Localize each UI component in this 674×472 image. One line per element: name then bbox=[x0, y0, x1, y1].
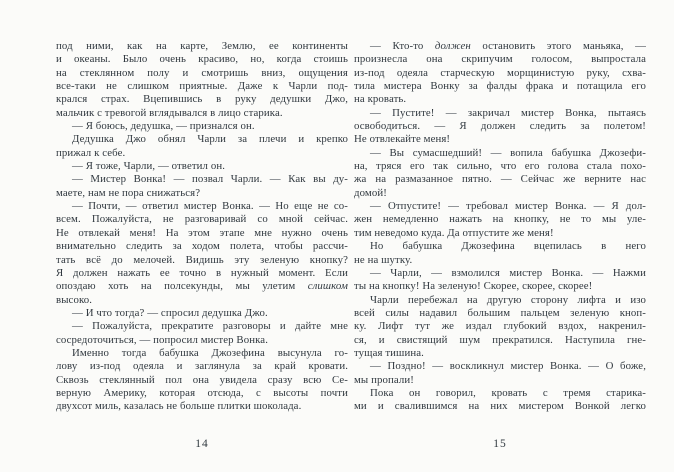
text-line: Но бабушка Джозефина вцепилась в него bbox=[370, 240, 646, 253]
text-line: тать всё до мелочей. Видишь эту зеленую кнопку? bbox=[56, 253, 348, 266]
text-line: — Кто-то должен остановить этого маньяка, — bbox=[370, 40, 646, 52]
text-line: Не отвлекайте меня! bbox=[354, 133, 451, 146]
text-line: Пока он говорил, кровать с тремя старика- bbox=[370, 386, 646, 399]
text-line: — Пожалуйста, прекратите разговоры и дайте мне bbox=[72, 320, 348, 333]
text-line: Именно тогда бабушка Джозефина высунула го- bbox=[72, 346, 348, 359]
text-line: под ними, как на карте, Землю, ее континенты bbox=[56, 40, 348, 52]
text-line: тим неведомо куда. Да отпустите же меня! bbox=[354, 226, 554, 239]
text-line: ся, и свистящий шум прекратился. Наступила гне- bbox=[354, 333, 646, 346]
text-line: двухсот миль, казалась не больше плитки шоколада. bbox=[56, 400, 302, 413]
text-line: жен немедленно нажать на кнопку, не то мы уле- bbox=[354, 213, 646, 226]
text-line: всем. Пожалуйста, не разговаривай со мной сейчас. bbox=[56, 213, 348, 226]
text-line: — Я тоже, Чарли, — ответил он. bbox=[72, 160, 225, 173]
text-line: ты на кнопку! На зеленую! Скорее, скорее, скорее! bbox=[354, 280, 593, 293]
text-line: лову из-под одеяла и заглянула за край кровати. bbox=[56, 360, 348, 373]
text-line: — Почти, — ответил мистер Вонка. — Но еще не со- bbox=[72, 200, 348, 213]
text-line: Не отвлекай меня! На этом этапе мне нужно очень bbox=[56, 226, 348, 239]
text-line: — Пустите! — закричал мистер Вонка, пытаясь bbox=[370, 106, 646, 119]
text-line: крался страх. Вцепившись в руку дедушки Джо, bbox=[56, 93, 348, 106]
text-line: всей силы надавил большим пальцем зеленую кноп- bbox=[354, 306, 646, 319]
text-line: освободиться. — Я должен следить за полетом! bbox=[354, 120, 646, 133]
text-line: мальчик с тревогой вглядывался в лицо старика. bbox=[56, 106, 283, 119]
text-line: Чарли перебежал на другую сторону лифта и изо bbox=[370, 293, 646, 306]
text-line: тущая тишина. bbox=[354, 346, 424, 359]
text-line: внимательно следить за ходом полета, чтобы рассчи- bbox=[56, 240, 348, 253]
text-line: не на шутку. bbox=[354, 253, 413, 266]
text-line: на, тряся его так сильно, что его голова стала похо- bbox=[354, 160, 646, 173]
text-line: — Я боюсь, дедушка, — признался он. bbox=[72, 120, 255, 133]
text-line: ку. Лифт тут же издал глубокий вздох, накренил- bbox=[354, 320, 646, 333]
text-line: жа на размазанное пятно. — Сейчас же верните нас bbox=[354, 173, 646, 186]
text-line: прижал к себе. bbox=[56, 146, 126, 159]
text-line: и океаны. Было очень красиво, но, когда стоишь bbox=[56, 53, 348, 66]
page-left bbox=[56, 40, 348, 450]
text-line: все-таки не слишком приятные. Даже к Чарли под- bbox=[56, 80, 348, 93]
text-line: домой! bbox=[354, 186, 387, 199]
text-line: — Мистер Вонка! — позвал Чарли. — Как вы ду- bbox=[72, 173, 348, 186]
text-line: — Отпустите! — требовал мистер Вонка. — Я дол- bbox=[370, 200, 646, 213]
text-line: опоздаю хоть на полсекунды, мы улетим слишком bbox=[56, 280, 348, 293]
text-line: — Поздно! — воскликнул мистер Вонка. — О боже, bbox=[370, 360, 646, 373]
text-line: маете, нам не пора снижаться? bbox=[56, 186, 201, 199]
text-line: — Чарли, — взмолился мистер Вонка. — Нажми bbox=[370, 266, 646, 279]
text-line: Сквозь стеклянный пол она увидела сразу всю Се- bbox=[56, 373, 348, 386]
text-line: Я должен нажать ее точно в нужный момент. Если bbox=[56, 266, 348, 279]
page-number-left: 14 bbox=[195, 437, 209, 450]
text-line: на стеклянном полу и смотришь вниз, ощущения bbox=[56, 66, 348, 79]
page-number-right: 15 bbox=[493, 437, 507, 450]
page-right bbox=[354, 40, 646, 450]
text-line: мы пропали! bbox=[354, 373, 414, 386]
text-line: верную Америку, которая отсюда, с высоты почти bbox=[56, 386, 348, 399]
text-line: — Вы сумасшедший! — вопила бабушка Джозефи- bbox=[370, 146, 646, 159]
text-line: тила мистера Вонку за фалды фрака и потащила его bbox=[354, 80, 646, 93]
text-line: ми и свалившимся на них мистером Вонкой легко bbox=[354, 400, 646, 413]
text-line: сосредоточиться, — попросил мистер Вонка. bbox=[56, 333, 268, 346]
text-line: на кровать. bbox=[354, 93, 407, 106]
page-left-text bbox=[56, 40, 348, 414]
text-line: произнесла она скрипучим голосом, выпростала bbox=[354, 53, 646, 66]
text-line: — И что тогда? — спросил дедушка Джо. bbox=[72, 306, 268, 319]
text-line: из-под одеяла старческую морщинистую руку, схва- bbox=[354, 66, 646, 79]
text-line: высоко. bbox=[56, 293, 93, 306]
page-right-text bbox=[354, 40, 646, 414]
text-line: Дедушка Джо обнял Чарли за плечи и крепко bbox=[72, 133, 348, 146]
